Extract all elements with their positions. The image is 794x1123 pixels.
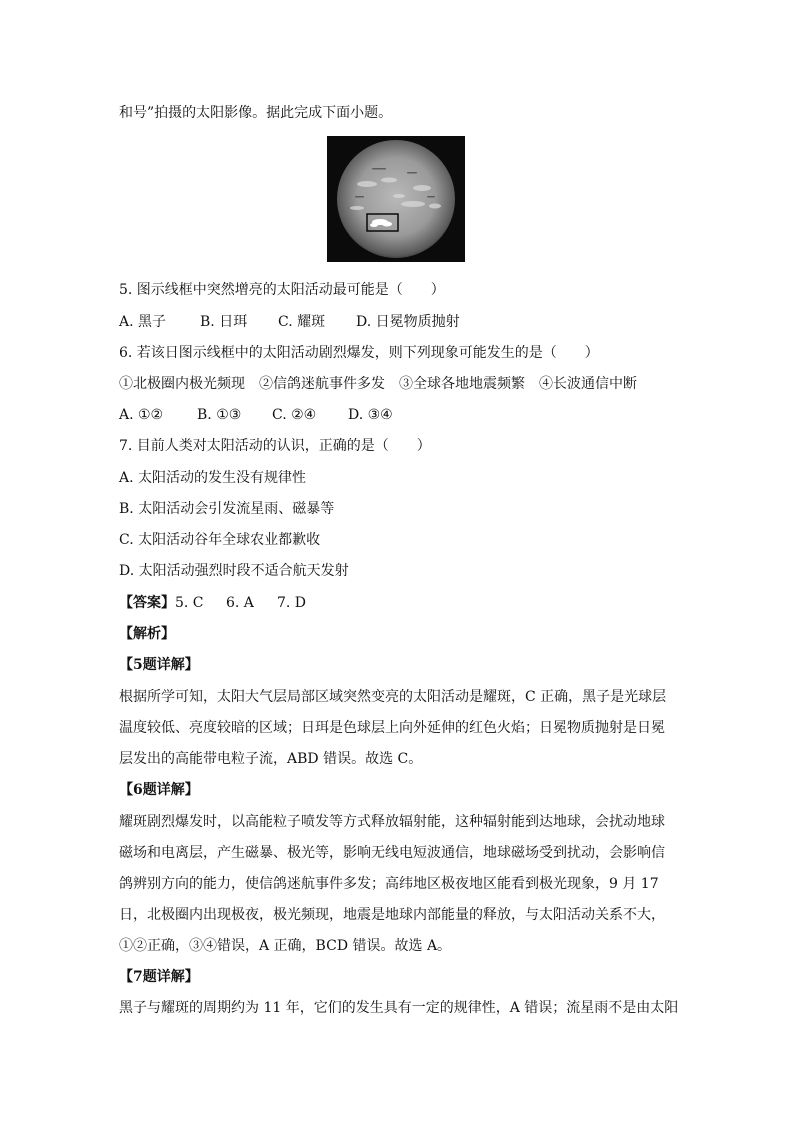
q5-option-a: A. 黑子 bbox=[119, 314, 167, 330]
answer-line bbox=[119, 594, 306, 612]
q6-option-b: B. ①③ bbox=[197, 407, 242, 423]
q7-stem: 7. 目前人类对太阳活动的认识，正确的是（ ） bbox=[119, 438, 431, 454]
q6-option-c: C. ②④ bbox=[272, 407, 317, 423]
d5-line: 层发出的高能带电粒子流，ABD 错误。故选 C。 bbox=[119, 751, 423, 767]
answer-label: 【答案】 bbox=[119, 595, 175, 611]
q6-option-a: A. ①② bbox=[119, 407, 164, 423]
q5-option-d: D. 日冕物质抛射 bbox=[356, 314, 460, 330]
d5-line: 温度较低、亮度较暗的区域；日珥是色球层上向外延伸的红色火焰；日冕物质抛射是日冕 bbox=[119, 720, 665, 736]
q7-option-c: C. 太阳活动谷年全球农业都歉收 bbox=[119, 532, 321, 548]
q5-options bbox=[119, 313, 460, 331]
q5-option-c: C. 耀斑 bbox=[278, 314, 326, 330]
q6-options bbox=[119, 406, 393, 424]
answer-5: 5. C bbox=[175, 595, 204, 611]
d6-line: 鸽辨别方向的能力，使信鸽迷航事件多发；高纬地区极夜地区能看到极光现象，9 月 17 bbox=[119, 876, 659, 892]
answer-6: 6. A bbox=[226, 595, 254, 611]
q6-option-d: D. ③④ bbox=[348, 407, 393, 423]
q7-option-d: D. 太阳活动强烈时段不适合航天发射 bbox=[119, 563, 349, 579]
d6-label: 【6题详解】 bbox=[119, 782, 199, 798]
d5-label: 【5题详解】 bbox=[119, 657, 199, 673]
sun-image bbox=[327, 136, 465, 262]
sun-figure bbox=[327, 136, 465, 262]
q7-option-a: A. 太阳活动的发生没有规律性 bbox=[119, 470, 307, 486]
d6-line: 耀斑剧烈爆发时，以高能粒子喷发等方式释放辐射能，这种辐射能到达地球，会扰动地球 bbox=[119, 814, 665, 830]
sun-disk bbox=[337, 140, 455, 258]
q7-option-b: B. 太阳活动会引发流星雨、磁暴等 bbox=[119, 501, 335, 517]
d6-line: 磁场和电离层，产生磁暴、极光等，影响无线电短波通信，地球磁场受到扰动，会影响信 bbox=[119, 845, 665, 861]
q6-items: ①北极圈内极光频现 ②信鸽迷航事件多发 ③全球各地地震频繁 ④长波通信中断 bbox=[119, 376, 637, 392]
d6-line: ①②正确，③④错误，A 正确，BCD 错误。故选 A。 bbox=[119, 938, 452, 954]
analysis-label: 【解析】 bbox=[119, 626, 175, 642]
d6-line: 日，北极圈内出现极夜，极光频现，地震是地球内部能量的释放，与太阳活动关系不大， bbox=[119, 907, 665, 923]
d5-line: 根据所学可知，太阳大气层局部区域突然变亮的太阳活动是耀斑，C 正确，黑子是光球层 bbox=[119, 689, 667, 705]
d7-line: 黑子与耀斑的周期约为 11 年，它们的发生具有一定的规律性，A 错误；流星雨不是由太阳 bbox=[119, 1000, 679, 1016]
answer-7: 7. D bbox=[277, 595, 307, 611]
intro-text: 和号”拍摄的太阳影像。据此完成下面小题。 bbox=[119, 105, 393, 121]
q5-stem: 5. 图示线框中突然增亮的太阳活动最可能是（ ） bbox=[119, 282, 445, 298]
q5-option-b: B. 日珥 bbox=[200, 314, 248, 330]
d7-label: 【7题详解】 bbox=[119, 969, 199, 985]
q6-stem: 6. 若该日图示线框中的太阳活动剧烈爆发，则下列现象可能发生的是（ ） bbox=[119, 345, 599, 361]
